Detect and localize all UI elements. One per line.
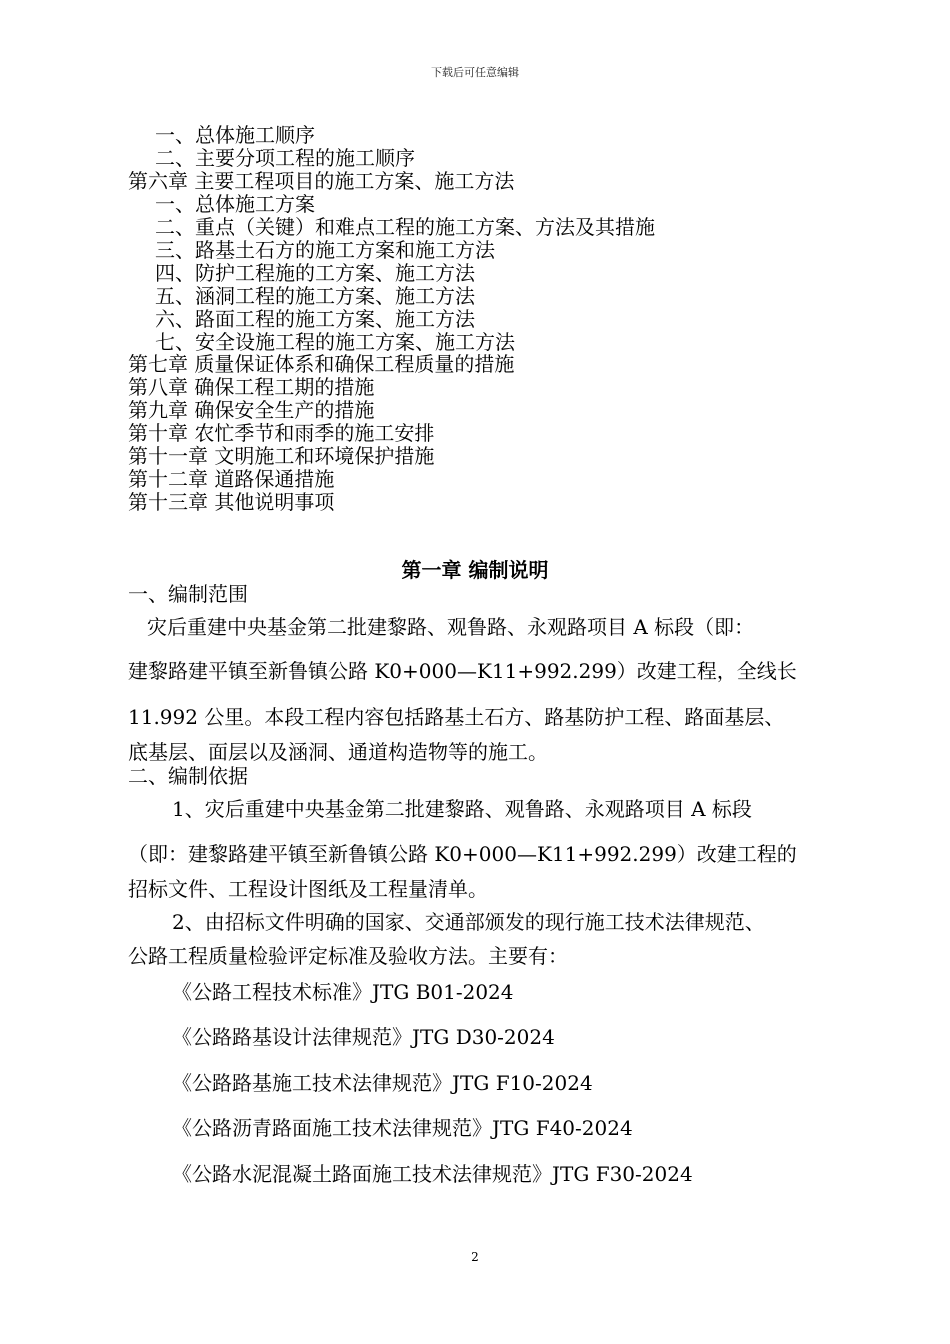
toc-chapter: 第十二章 道路保通措施 (128, 467, 335, 491)
paragraph-line: 底基层、面层以及涵洞、通道构造物等的施工。 (128, 740, 548, 764)
paragraph-line: 2、由招标文件明确的国家、交通部颁发的现行施工技术法律规范、 (172, 910, 765, 934)
toc-item: 七、安全设施工程的施工方案、施工方法 (155, 330, 515, 354)
section-title: 一、编制范围 (128, 582, 248, 606)
paragraph-line: 建黎路建平镇至新鲁镇公路 K0+000—K11+992.299）改建工程，全线长 (128, 659, 797, 683)
paragraph-line: 招标文件、工程设计图纸及工程量清单。 (128, 877, 488, 901)
paragraph-line: 灾后重建中央基金第二批建黎路、观鲁路、永观路项目 A 标段（即： (147, 615, 755, 639)
toc-chapter: 第九章 确保安全生产的措施 (128, 398, 375, 422)
toc-item: 二、主要分项工程的施工顺序 (155, 146, 415, 170)
toc-chapter: 第十章 农忙季节和雨季的施工安排 (128, 421, 435, 445)
paragraph-line: 1、灾后重建中央基金第二批建黎路、观鲁路、永观路项目 A 标段 (172, 797, 752, 821)
toc-chapter: 第七章 质量保证体系和确保工程质量的措施 (128, 352, 515, 376)
chapter-title: 第一章 编制说明 (401, 558, 549, 582)
toc-item: 四、防护工程施的工方案、施工方法 (155, 261, 475, 285)
paragraph-line: （即：建黎路建平镇至新鲁镇公路 K0+000—K11+992.299）改建工程的 (128, 842, 797, 866)
standard-item: 《公路水泥混凝土路面施工技术法律规范》JTG F30-2024 (172, 1162, 693, 1186)
toc-chapter: 第六章 主要工程项目的施工方案、施工方法 (128, 169, 515, 193)
toc-chapter: 第八章 确保工程工期的措施 (128, 375, 375, 399)
page-header: 下载后可任意编辑 (431, 66, 519, 79)
standard-item: 《公路路基设计法律规范》JTG D30-2024 (172, 1025, 555, 1049)
standard-item: 《公路路基施工技术法律规范》JTG F10-2024 (172, 1071, 593, 1095)
toc-item: 五、涵洞工程的施工方案、施工方法 (155, 284, 475, 308)
toc-item: 二、重点（关键）和难点工程的施工方案、方法及其措施 (155, 215, 655, 239)
section-title: 二、编制依据 (128, 764, 248, 788)
toc-item: 三、路基土石方的施工方案和施工方法 (155, 238, 495, 262)
page-number: 2 (471, 1250, 479, 1264)
standard-item: 《公路沥青路面施工技术法律规范》JTG F40-2024 (172, 1116, 633, 1140)
toc-chapter: 第十三章 其他说明事项 (128, 490, 335, 514)
standard-item: 《公路工程技术标准》JTG B01-2024 (172, 980, 514, 1004)
toc-item: 六、路面工程的施工方案、施工方法 (155, 307, 475, 331)
paragraph-line: 公路工程质量检验评定标准及验收方法。主要有： (128, 944, 568, 968)
toc-chapter: 第十一章 文明施工和环境保护措施 (128, 444, 435, 468)
toc-item: 一、总体施工顺序 (155, 123, 315, 147)
paragraph-line: 11.992 公里。本段工程内容包括路基土石方、路基防护工程、路面基层、 (128, 705, 785, 729)
toc-item: 一、总体施工方案 (155, 192, 315, 216)
